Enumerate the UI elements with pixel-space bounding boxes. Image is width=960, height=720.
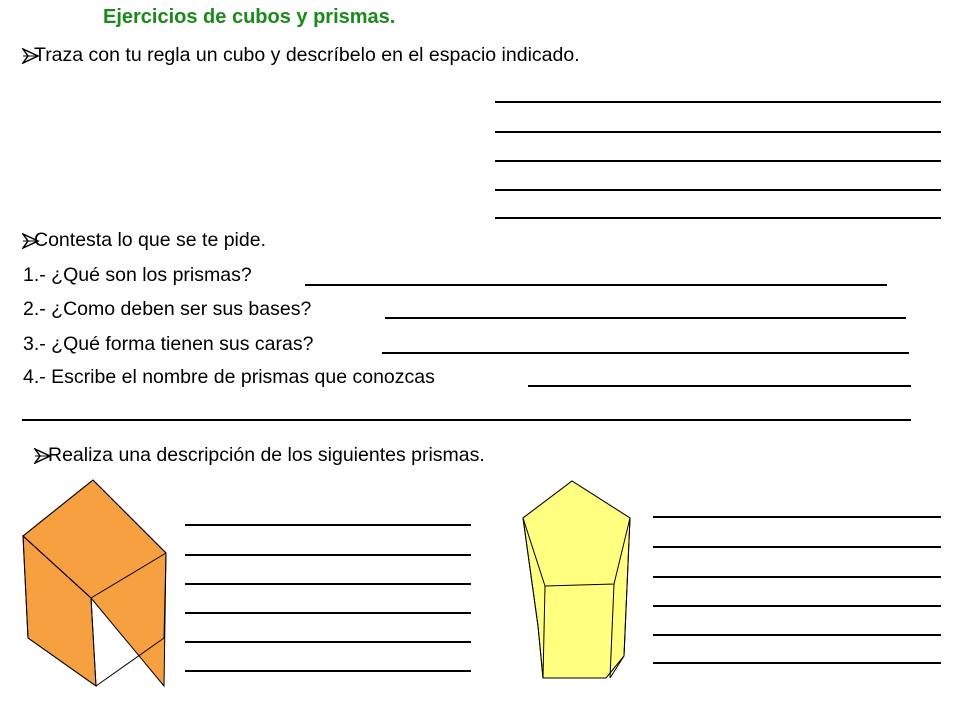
answer-line[interactable] [653, 546, 941, 548]
answer-line[interactable] [653, 576, 941, 578]
answer-line[interactable] [185, 612, 471, 614]
question-4: 4.- Escribe el nombre de prismas que conozcas [23, 366, 435, 388]
answer-line[interactable] [495, 131, 941, 133]
answer-line[interactable] [185, 583, 471, 585]
answer-line[interactable] [305, 284, 887, 286]
answer-line[interactable] [653, 605, 941, 607]
instruction-describe-prisms: Realiza una descripción de los siguientes prismas. [48, 444, 485, 466]
answer-line[interactable] [495, 101, 941, 103]
square-prism-figure [18, 478, 168, 693]
answer-line[interactable] [653, 634, 941, 636]
answer-line[interactable] [528, 385, 911, 387]
instruction-answer: Contesta lo que se te pide. [34, 229, 266, 251]
answer-line[interactable] [495, 217, 941, 219]
answer-line[interactable] [22, 419, 911, 421]
answer-line[interactable] [653, 516, 941, 518]
question-2: 2.- ¿Como deben ser sus bases? [23, 298, 312, 320]
instruction-draw-cube: Traza con tu regla un cubo y descríbelo en el espacio indicado. [34, 44, 580, 66]
pentagonal-prism-figure [518, 478, 643, 688]
worksheet-title: Ejercicios de cubos y prismas. [103, 6, 396, 28]
answer-line[interactable] [185, 641, 471, 643]
question-1: 1.- ¿Qué son los prismas? [23, 264, 252, 286]
answer-line[interactable] [495, 160, 941, 162]
answer-line[interactable] [185, 524, 471, 526]
answer-line[interactable] [385, 317, 906, 319]
answer-line[interactable] [382, 352, 909, 354]
answer-line[interactable] [185, 670, 471, 672]
answer-line[interactable] [653, 662, 941, 664]
question-3: 3.- ¿Qué forma tienen sus caras? [23, 333, 314, 355]
answer-line[interactable] [185, 554, 471, 556]
answer-line[interactable] [495, 189, 941, 191]
